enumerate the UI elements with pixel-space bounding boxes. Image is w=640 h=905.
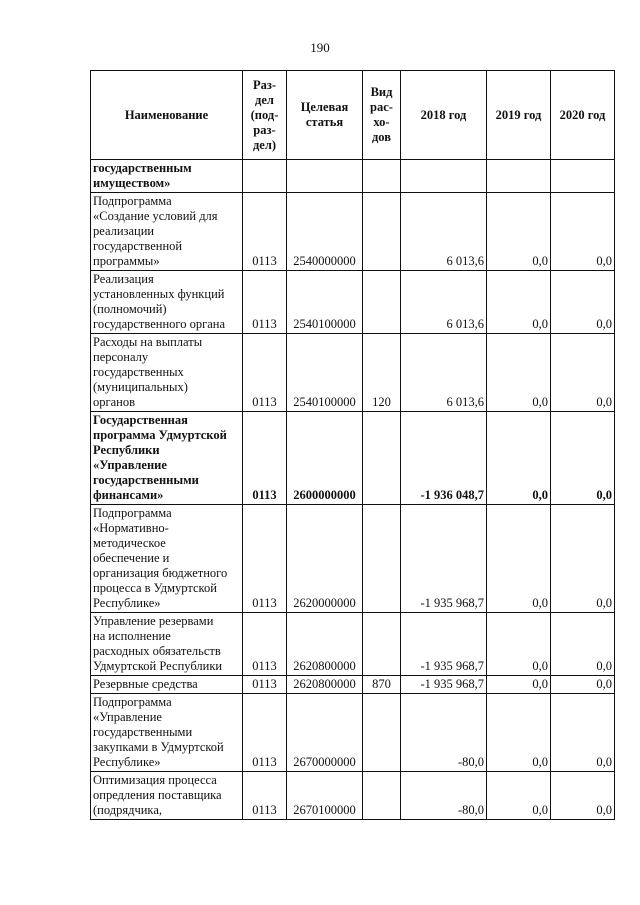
cell-y2018: -80,0: [401, 772, 487, 820]
cell-vid: [363, 694, 401, 772]
cell-razdel: 0113: [243, 694, 287, 772]
cell-vid: 120: [363, 334, 401, 412]
cell-y2020: 0,0: [551, 271, 615, 334]
cell-statya: 2540100000: [287, 334, 363, 412]
table-header-row: [91, 71, 615, 160]
cell-razdel: 0113: [243, 613, 287, 676]
cell-name: Реализация установленных функций (полномочий) государственного органа: [91, 271, 243, 334]
cell-y2019: 0,0: [487, 676, 551, 694]
header-2019: 2019 год: [487, 71, 551, 160]
cell-statya: [287, 160, 363, 193]
page-number: 190: [310, 40, 330, 55]
cell-y2018: -1 935 968,7: [401, 505, 487, 613]
cell-statya: 2540100000: [287, 271, 363, 334]
cell-y2020: 0,0: [551, 334, 615, 412]
table-row: [91, 334, 615, 412]
cell-name: Подпрограмма «Нормативно- методическое обеспечение и организация бюджетного процесса в Удмуртской Республике»: [91, 505, 243, 613]
table-row: [91, 676, 615, 694]
cell-razdel: [243, 160, 287, 193]
cell-y2019: 0,0: [487, 505, 551, 613]
cell-y2018: -1 935 968,7: [401, 613, 487, 676]
cell-y2019: 0,0: [487, 772, 551, 820]
cell-y2020: 0,0: [551, 505, 615, 613]
cell-y2020: 0,0: [551, 676, 615, 694]
cell-vid: [363, 772, 401, 820]
cell-vid: [363, 412, 401, 505]
table-row: [91, 772, 615, 820]
header-name: Наименование: [91, 71, 243, 160]
cell-y2018: -80,0: [401, 694, 487, 772]
cell-name: Оптимизация процесса опредления поставщика (подрядчика,: [91, 772, 243, 820]
cell-name: Управление резервами на исполнение расходных обязательств Удмуртской Республики: [91, 613, 243, 676]
cell-name: государственным имуществом»: [91, 160, 243, 193]
cell-y2019: 0,0: [487, 193, 551, 271]
cell-y2020: [551, 160, 615, 193]
header-vid: Вид рас- хо- дов: [363, 71, 401, 160]
cell-razdel: 0113: [243, 334, 287, 412]
cell-y2019: 0,0: [487, 613, 551, 676]
table-row: [91, 613, 615, 676]
cell-y2019: 0,0: [487, 412, 551, 505]
table-row: [91, 271, 615, 334]
cell-y2020: 0,0: [551, 193, 615, 271]
cell-statya: 2620000000: [287, 505, 363, 613]
cell-name: Подпрограмма «Создание условий для реализации государственной программы»: [91, 193, 243, 271]
cell-y2018: -1 936 048,7: [401, 412, 487, 505]
table-row: [91, 160, 615, 193]
cell-statya: 2670100000: [287, 772, 363, 820]
cell-y2019: 0,0: [487, 271, 551, 334]
table-row: [91, 193, 615, 271]
cell-y2018: [401, 160, 487, 193]
cell-statya: 2620800000: [287, 613, 363, 676]
cell-razdel: 0113: [243, 676, 287, 694]
cell-vid: [363, 613, 401, 676]
cell-name: Расходы на выплаты персоналу государственных (муниципальных) органов: [91, 334, 243, 412]
cell-vid: [363, 193, 401, 271]
cell-y2020: 0,0: [551, 772, 615, 820]
cell-statya: 2540000000: [287, 193, 363, 271]
header-2018: 2018 год: [401, 71, 487, 160]
header-2020: 2020 год: [551, 71, 615, 160]
cell-y2019: 0,0: [487, 694, 551, 772]
cell-vid: [363, 271, 401, 334]
cell-vid: [363, 160, 401, 193]
cell-name: Подпрограмма «Управление государственными закупками в Удмуртской Республике»: [91, 694, 243, 772]
cell-razdel: 0113: [243, 193, 287, 271]
cell-razdel: 0113: [243, 271, 287, 334]
cell-y2019: [487, 160, 551, 193]
cell-y2018: 6 013,6: [401, 193, 487, 271]
cell-y2020: 0,0: [551, 613, 615, 676]
cell-statya: 2670000000: [287, 694, 363, 772]
cell-vid: [363, 505, 401, 613]
cell-y2019: 0,0: [487, 334, 551, 412]
cell-name: Резервные средства: [91, 676, 243, 694]
cell-y2018: 6 013,6: [401, 271, 487, 334]
table-row: [91, 694, 615, 772]
cell-y2020: 0,0: [551, 694, 615, 772]
table-row: [91, 412, 615, 505]
cell-statya: 2600000000: [287, 412, 363, 505]
cell-razdel: 0113: [243, 505, 287, 613]
cell-y2020: 0,0: [551, 412, 615, 505]
table-body: [91, 160, 615, 820]
header-statya: Целевая статья: [287, 71, 363, 160]
cell-name: Государственная программа Удмуртской Республики «Управление государственными финансами»: [91, 412, 243, 505]
budget-table: [90, 70, 615, 820]
cell-statya: 2620800000: [287, 676, 363, 694]
header-razdel: Раз- дел (под- раз- дел): [243, 71, 287, 160]
cell-y2018: -1 935 968,7: [401, 676, 487, 694]
cell-vid: 870: [363, 676, 401, 694]
table-row: [91, 505, 615, 613]
cell-razdel: 0113: [243, 412, 287, 505]
cell-y2018: 6 013,6: [401, 334, 487, 412]
cell-razdel: 0113: [243, 772, 287, 820]
